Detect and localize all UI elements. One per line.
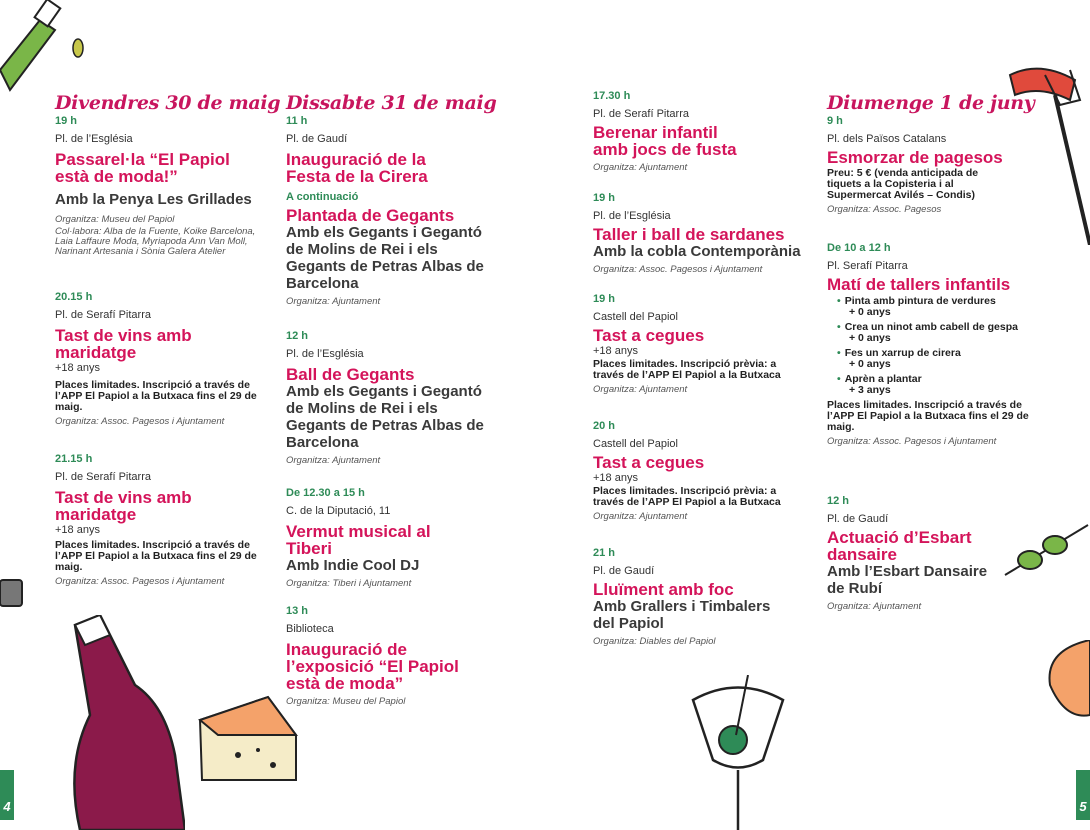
- event: [286, 605, 496, 707]
- event-age: +18 anys: [55, 362, 100, 374]
- workshop-name: Aprèn a plantar: [844, 373, 922, 385]
- event-info: Places limitades. Inscripció a través de l’APP El Papiol a la Butxaca fins el 29 de maig.: [55, 379, 257, 413]
- list-item: [837, 348, 1037, 370]
- event: [827, 242, 1037, 447]
- event-place: Pl. de Gaudí: [286, 133, 348, 145]
- list-item: [837, 296, 1037, 318]
- workshop-age: + 0 anys: [849, 358, 891, 370]
- workshop-age: + 0 anys: [849, 332, 891, 344]
- day-heading: Diumenge 1 de juny: [827, 92, 1035, 114]
- event-title: Tast a cegues: [593, 453, 705, 472]
- day-heading: Divendres 30 de maig: [55, 92, 281, 114]
- list-item: [837, 374, 1037, 396]
- event-place: Pl. de Gaudí: [827, 513, 889, 525]
- event-title: Berenar infantil amb jocs de fusta: [593, 123, 737, 159]
- event: [55, 453, 265, 587]
- event-age: +18 anys: [593, 345, 638, 357]
- event-place: Pl. de l’Església: [286, 348, 364, 360]
- event-place: Pl. dels Països Catalans: [827, 133, 947, 145]
- event: [55, 115, 265, 257]
- event-time: 12 h: [286, 330, 309, 342]
- event-title: Taller i ball de sardanes: [593, 225, 785, 244]
- event-time: De 12.30 a 15 h: [286, 487, 365, 499]
- event: [286, 487, 496, 589]
- event-title: Lluïment amb foc: [593, 580, 734, 599]
- event-subtitle: Amb l’Esbart Dansaire de Rubí: [827, 563, 988, 597]
- event-age: +18 anys: [55, 524, 100, 536]
- bullet-icon: •: [837, 321, 841, 333]
- page-number-left: 4: [0, 770, 14, 820]
- event-continuation: A continuació: [286, 191, 359, 203]
- event-place: Castell del Papiol: [593, 438, 678, 450]
- event-organizer: Organitza: Tiberi i Ajuntament: [286, 578, 412, 589]
- event-title: Tast de vins amb maridatge: [55, 488, 192, 524]
- event-subtitle: Amb la Penya Les Grillades: [55, 191, 252, 208]
- event-organizer: Organitza: Diables del Papiol: [593, 636, 716, 647]
- event-place: Biblioteca: [286, 623, 334, 635]
- event-time: 19 h: [593, 293, 616, 305]
- event: [593, 293, 803, 395]
- event-organizer: Organitza: Museu del Papiol: [286, 696, 406, 707]
- event-place: Pl. de Gaudí: [593, 565, 655, 577]
- event-title: Actuació d’Esbart dansaire: [827, 528, 972, 564]
- event-organizer: Organitza: Ajuntament: [593, 511, 688, 522]
- workshop-name: Pinta amb pintura de verdures: [844, 295, 996, 307]
- event: [827, 115, 1037, 215]
- event: [827, 495, 1037, 612]
- event-title: Ball de Gegants: [286, 365, 415, 384]
- event-time: 21 h: [593, 547, 616, 559]
- event-organizer: Organitza: Ajuntament: [593, 384, 688, 395]
- event-organizer: Organitza: Assoc. Pagesos i Ajuntament: [55, 576, 225, 587]
- event: [593, 192, 803, 275]
- event: [593, 90, 803, 173]
- event-place: Pl. de l’Església: [55, 133, 133, 145]
- event-title: Inauguració de la Festa de la Cirera: [286, 150, 428, 186]
- event-place: Pl. Serafí Pitarra: [827, 260, 908, 272]
- event: [593, 547, 803, 647]
- event-subtitle: Amb Grallers i Timbalers del Papiol: [593, 598, 771, 632]
- workshop-age: + 0 anys: [849, 306, 891, 318]
- event-info: Places limitades. Inscripció prèvia: a través de l’APP El Papiol a la Butxaca: [593, 358, 781, 381]
- event-organizer: Organitza: Museu del Papiol: [55, 214, 175, 225]
- event-title: Tast de vins amb maridatge: [55, 326, 192, 362]
- event-info: Places limitades. Inscripció a través de l’APP El Papiol a la Butxaca fins el 29 de maig.: [55, 539, 257, 573]
- event-time: 19 h: [55, 115, 78, 127]
- event-subtitle: Amb els Gegants i Gegantó de Molins de Rei i els Gegants de Petras Albas de Barcelona: [286, 383, 484, 451]
- event-organizer: Organitza: Assoc. Pagesos i Ajuntament: [827, 436, 997, 447]
- event-organizer: Organitza: Ajuntament: [286, 296, 381, 307]
- workshop-name: Fes un xarrup de cirera: [844, 347, 961, 359]
- event-subtitle: Amb els Gegants i Gegantó de Molins de Rei i els Gegants de Petras Albas de Barcelona: [286, 224, 484, 292]
- event: [286, 330, 496, 466]
- event-organizer: Organitza: Ajuntament: [827, 601, 922, 612]
- bullet-icon: •: [837, 295, 841, 307]
- event-place: Pl. de l’Església: [593, 210, 671, 222]
- event-title: Plantada de Gegants: [286, 206, 455, 225]
- event: [55, 291, 265, 427]
- orange-slice-illustration: [1045, 640, 1090, 720]
- olive-oil-bottle-illustration: [0, 0, 90, 100]
- event-info: Places limitades. Inscripció prèvia: a través de l’APP El Papiol a la Butxaca: [593, 485, 781, 508]
- day-heading: Dissabte 31 de maig: [286, 92, 497, 114]
- event-place: Pl. de Serafí Pitarra: [55, 471, 151, 483]
- event-organizer: Organitza: Assoc. Pagesos i Ajuntament: [593, 264, 763, 275]
- event-place: C. de la Diputació, 11: [286, 505, 391, 517]
- cocktail-glass-illustration: [688, 675, 788, 830]
- event-time: De 10 a 12 h: [827, 242, 891, 254]
- event-info: Preu: 5 € (venda anticipada de tiquets a la Copisteria i al Supermercat Avilés – Condis): [827, 167, 979, 201]
- event-time: 20.15 h: [55, 291, 93, 303]
- event-title: Vermut musical al Tiberi: [286, 522, 431, 558]
- event-place: Pl. de Serafí Pitarra: [55, 309, 151, 321]
- event-organizer: Organitza: Assoc. Pagesos: [827, 204, 942, 215]
- event-title: Tast a cegues: [593, 326, 705, 345]
- event-place: Pl. de Serafí Pitarra: [593, 108, 689, 120]
- event-time: 17.30 h: [593, 90, 631, 102]
- event-title: Esmorzar de pagesos: [827, 148, 1003, 167]
- event-title: Passarel·la “El Papiol està de moda!”: [55, 150, 230, 186]
- event-time: 20 h: [593, 420, 616, 432]
- event-organizer: Organitza: Ajuntament: [593, 162, 688, 173]
- event-time: 11 h: [286, 115, 308, 127]
- event-subtitle: Amb Indie Cool DJ: [286, 557, 420, 574]
- event-subtitle: Amb la cobla Contemporània: [593, 243, 801, 260]
- bullet-icon: •: [837, 347, 841, 359]
- event-organizer: Organitza: Ajuntament: [286, 455, 381, 466]
- event-place: Castell del Papiol: [593, 311, 678, 323]
- event-collaborators: Col·labora: Alba de la Fuente, Koike Barcelona, Laia Laffaure Moda, Myriapoda Ann Van Moll, Narinant Artesania i Sònia Galera Atelier: [55, 226, 256, 257]
- event-title: Matí de tallers infantils: [827, 275, 1011, 294]
- wine-bottle-illustration: [55, 615, 185, 830]
- event-time: 13 h: [286, 605, 309, 617]
- list-item: [837, 322, 1037, 344]
- workshop-list: [827, 296, 1037, 396]
- cork-illustration: [0, 576, 26, 610]
- event-time: 21.15 h: [55, 453, 93, 465]
- event-time: 19 h: [593, 192, 616, 204]
- bullet-icon: •: [837, 373, 841, 385]
- event-title: Inauguració de l’exposició “El Papiol està de moda”: [286, 640, 459, 693]
- event-age: +18 anys: [593, 472, 638, 484]
- event: [593, 420, 803, 522]
- cheese-illustration: [198, 695, 298, 785]
- page-number-right: 5: [1076, 770, 1090, 820]
- workshop-age: + 3 anys: [849, 384, 891, 396]
- workshop-name: Crea un ninot amb cabell de gespa: [844, 321, 1018, 333]
- event-time: 12 h: [827, 495, 850, 507]
- event-organizer: Organitza: Assoc. Pagesos i Ajuntament: [55, 416, 225, 427]
- event: [286, 115, 496, 307]
- event-info: Places limitades. Inscripció a través de l’APP El Papiol a la Butxaca fins el 29 de maig.: [827, 399, 1029, 433]
- event-time: 9 h: [827, 115, 843, 127]
